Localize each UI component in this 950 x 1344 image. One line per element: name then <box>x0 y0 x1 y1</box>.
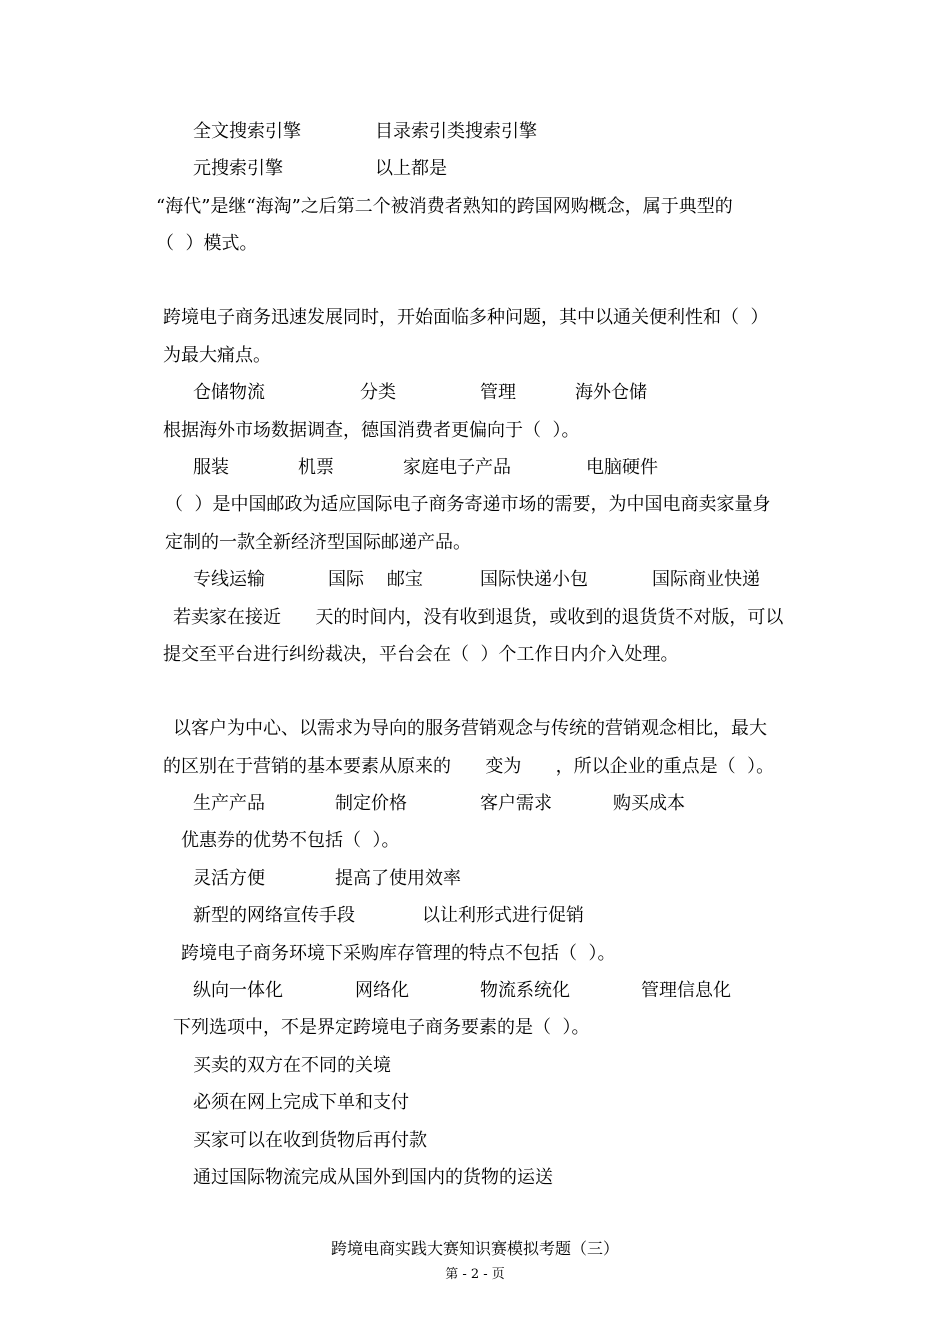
q4-option-a: 服装 <box>193 457 229 478</box>
q8-option-a: 灵活方便 <box>193 868 265 889</box>
q1-option-b: 目录索引类搜索引擎 <box>375 121 537 142</box>
q4-option-d: 电脑硬件 <box>586 457 658 478</box>
q1-option-d: 以上都是 <box>375 158 447 179</box>
q10-option-c: 买家可以在收到货物后再付款 <box>193 1130 427 1151</box>
q3-question-line1: 跨境电子商务迅速发展同时，开始面临多种问题，其中以通关便利性和（ ） <box>163 307 769 328</box>
q3-option-a: 仓储物流 <box>193 382 265 403</box>
q10-option-b: 必须在网上完成下单和支付 <box>193 1092 409 1113</box>
q9-option-a: 纵向一体化 <box>193 980 283 1001</box>
q4-option-c: 家庭电子产品 <box>403 457 511 478</box>
q4-question-line1: 根据海外市场数据调查，德国消费者更偏向于（ ）。 <box>163 420 580 441</box>
q7-question-line2: 的区别在于营销的基本要素从原来的 变为 ，所以企业的重点是（ ）。 <box>163 756 775 777</box>
q1-option-a: 全文搜索引擎 <box>193 121 301 142</box>
q8-question-line1: 优惠券的优势不包括（ ）。 <box>181 830 400 851</box>
footer-title: 跨境电商实践大赛知识赛模拟考题（三） <box>330 1239 619 1258</box>
q10-question-line1: 下列选项中，不是界定跨境电子商务要素的是（ ）。 <box>173 1017 590 1038</box>
q6-question-line2: 提交至平台进行纠纷裁决，平台会在（ ）个工作日内介入处理。 <box>163 644 679 665</box>
q10-option-d: 通过国际物流完成从国外到国内的货物的运送 <box>193 1167 553 1188</box>
q7-option-b: 制定价格 <box>335 793 407 814</box>
q5-option-b: 国际 邮宝 <box>328 569 423 590</box>
q2-question-line2: （ ）模式。 <box>156 233 258 254</box>
page-number: 第 - 2 - 页 <box>445 1267 505 1282</box>
q8-option-d: 以让利形式进行促销 <box>422 905 584 926</box>
q9-option-d: 管理信息化 <box>641 980 731 1001</box>
q9-option-b: 网络化 <box>355 980 409 1001</box>
q3-option-d: 海外仓储 <box>575 382 647 403</box>
q5-option-d: 国际商业快递 <box>652 569 760 590</box>
q7-option-a: 生产产品 <box>193 793 265 814</box>
q9-question-line1: 跨境电子商务环境下采购库存管理的特点不包括（ ）。 <box>181 943 616 964</box>
q5-option-a: 专线运输 <box>193 569 265 590</box>
q5-question-line1: （ ）是中国邮政为适应国际电子商务寄递市场的需要，为中国电商卖家量身 <box>165 494 771 515</box>
q4-option-b: 机票 <box>298 457 334 478</box>
q7-option-c: 客户需求 <box>480 793 552 814</box>
q1-option-c: 元搜索引擎 <box>193 158 283 179</box>
q7-option-d: 购买成本 <box>613 793 685 814</box>
q6-question-line1: 若卖家在接近 天的时间内，没有收到退货，或收到的退货货不对版，可以 <box>173 607 784 628</box>
q7-question-line1: 以客户为中心、以需求为导向的服务营销观念与传统的营销观念相比，最大 <box>173 718 767 739</box>
q5-option-c: 国际快递小包 <box>480 569 588 590</box>
q3-question-line2: 为最大痛点。 <box>163 345 271 366</box>
q3-option-c: 管理 <box>480 382 516 403</box>
q9-option-c: 物流系统化 <box>480 980 570 1001</box>
q8-option-c: 新型的网络宣传手段 <box>193 905 355 926</box>
q10-option-a: 买卖的双方在不同的关境 <box>193 1055 391 1076</box>
q5-question-line2: 定制的一款全新经济型国际邮递产品。 <box>165 532 471 553</box>
q8-option-b: 提高了使用效率 <box>335 868 461 889</box>
q3-option-b: 分类 <box>360 382 396 403</box>
q2-question-line1: “海代”是继“海淘”之后第二个被消费者熟知的跨国网购概念，属于典型的 <box>156 196 733 217</box>
